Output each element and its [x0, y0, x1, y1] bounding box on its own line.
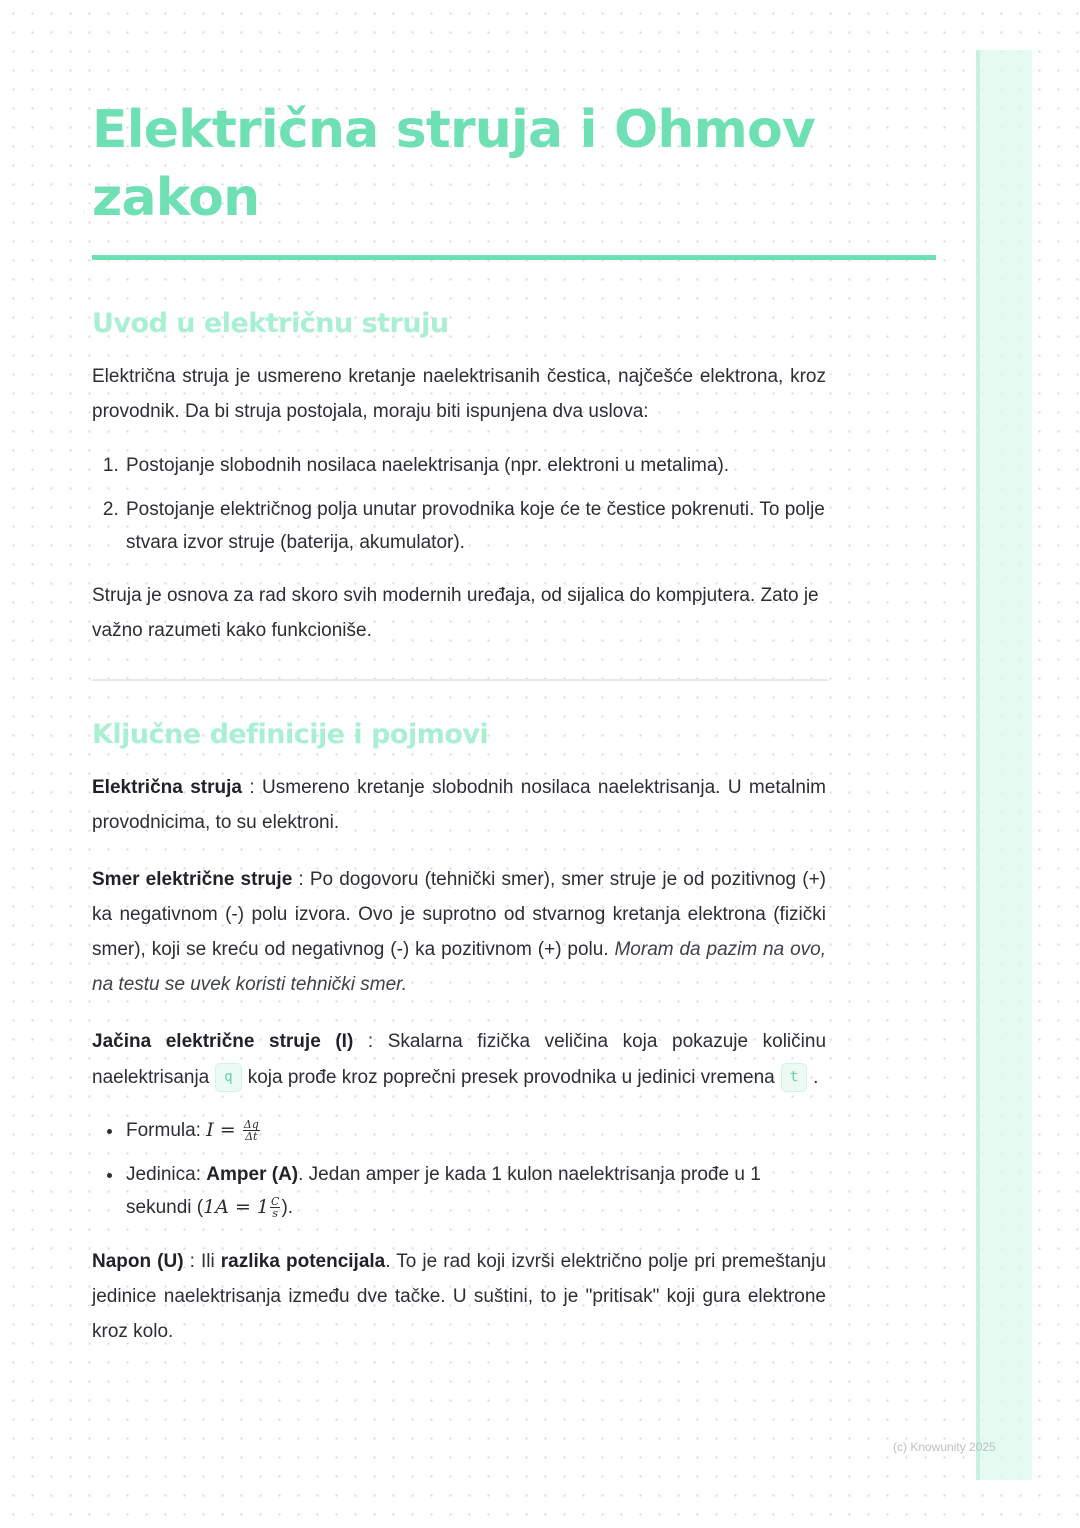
section-definitions-content [92, 770, 826, 1349]
list-item-unit: • Jedinica: Amper (A). Jedan amper je kada 1 kulon naelektrisanja prođe u 1 sekundi (1A = 1 $\frac{C}{s}$ ). [124, 1158, 826, 1224]
conditions-list [92, 449, 826, 559]
personal-note: Moram da pazim na ovo, na testu se uvek koristi tehnički smer. [92, 939, 826, 995]
formula-fraction: $\frac{\Delta q}{\Delta t}$ [243, 1118, 259, 1144]
title-underline [92, 255, 936, 260]
definition-text: Po dogovoru (tehnički smer), smer struje je od pozitivnog (+) ka negativnom (-) polu izvora. Ovo je suprotno od stvarnog kretanja elektrona (fizički smer), koji se kreću od negativnog (-) ka pozitivnom (+) polu. [92, 869, 827, 960]
definition-current: Električna struja : Usmereno kretanje slobodnih nosilaca naelektrisanja. U metalnim provodnicima, to su elektroni. [92, 777, 827, 833]
inline-code-t: t [781, 1063, 807, 1092]
section-intro-content [92, 359, 826, 648]
definition-text: Usmereno kretanje slobodnih nosilaca naelektrisanja. U metalnim provodnicima, to su elektroni. [92, 777, 827, 833]
term-voltage: Napon (U) [92, 1251, 184, 1272]
term-intensity: Jačina električne struje (I) [92, 1031, 354, 1052]
term-direction: Smer električne struje [92, 869, 293, 890]
formula-lhs: I = [206, 1119, 242, 1141]
definition-voltage: Napon (U) : Ili razlika potencijala. To je rad koji izvrši električno polje pri premeštanju jedinice naelektrisanja između dve tačke. U suštini, to je "pritisak" koji gura elektrone kroz kolo. [92, 1251, 827, 1342]
definition-direction: Smer električne struje : Po dogovoru (tehnički smer), smer struje je od pozitivnog (+) ka negativnom (-) polu izvora. Ovo je suprotno od stvarnog kretanja elektrona (fizički smer), koji se kreću od negativnog (-) ka pozitivnom (+) polu. Moram da pazim na ovo, na testu se uvek koristi tehnički smer. [92, 869, 827, 995]
unit-formula: 1A = 1 [203, 1196, 270, 1218]
list-item: 1. Postojanje slobodnih nosilaca naelektrisanja (npr. elektroni u metalima). [124, 449, 826, 482]
list-item-formula: • Formula: I = $\frac{\Delta q}{\Delta t}$ [124, 1114, 826, 1147]
section-heading-definitions: Ključne definicije i pojmovi [92, 719, 489, 750]
inline-code-q: q [215, 1063, 241, 1092]
bold-phrase: razlika potencijala [220, 1251, 386, 1272]
unit-value: Amper (A) [206, 1164, 299, 1185]
list-item: 2. Postojanje električnog polja unutar provodnika koje će te čestice pokrenuti. To polje stvara izvor struje (baterija, akumulator). [124, 493, 826, 559]
intensity-bullets [92, 1114, 826, 1224]
document-page [92, 96, 936, 1349]
copyright-footer: (c) Knowunity 2025 [893, 1440, 996, 1454]
section-heading-intro: Uvod u električnu struju [92, 308, 449, 339]
outro-paragraph: Struja je osnova za rad skoro svih modernih uređaja, od sijalica do kompjutera. Zato je važno razumeti kako funkcioniše. [92, 585, 819, 641]
page-title: Električna struja i Ohmov zakon [92, 100, 816, 228]
term-current: Električna struja [92, 777, 242, 798]
side-accent-strip [976, 50, 1032, 1480]
section-divider [92, 679, 828, 681]
intro-paragraph: Električna struja je usmereno kretanje naelektrisanih čestica, najčešće elektrona, kroz provodnik. Da bi struja postojala, moraju biti ispunjena dva uslova: [92, 366, 826, 422]
unit-fraction: $\frac{C}{s}$ [271, 1195, 280, 1221]
definition-intensity: Jačina električne struje (I) : Skalarna fizička veličina koja pokazuje količinu naelektrisanja q koja prođe kroz poprečni presek provodnika u jedinici vremena t . [92, 1024, 826, 1096]
